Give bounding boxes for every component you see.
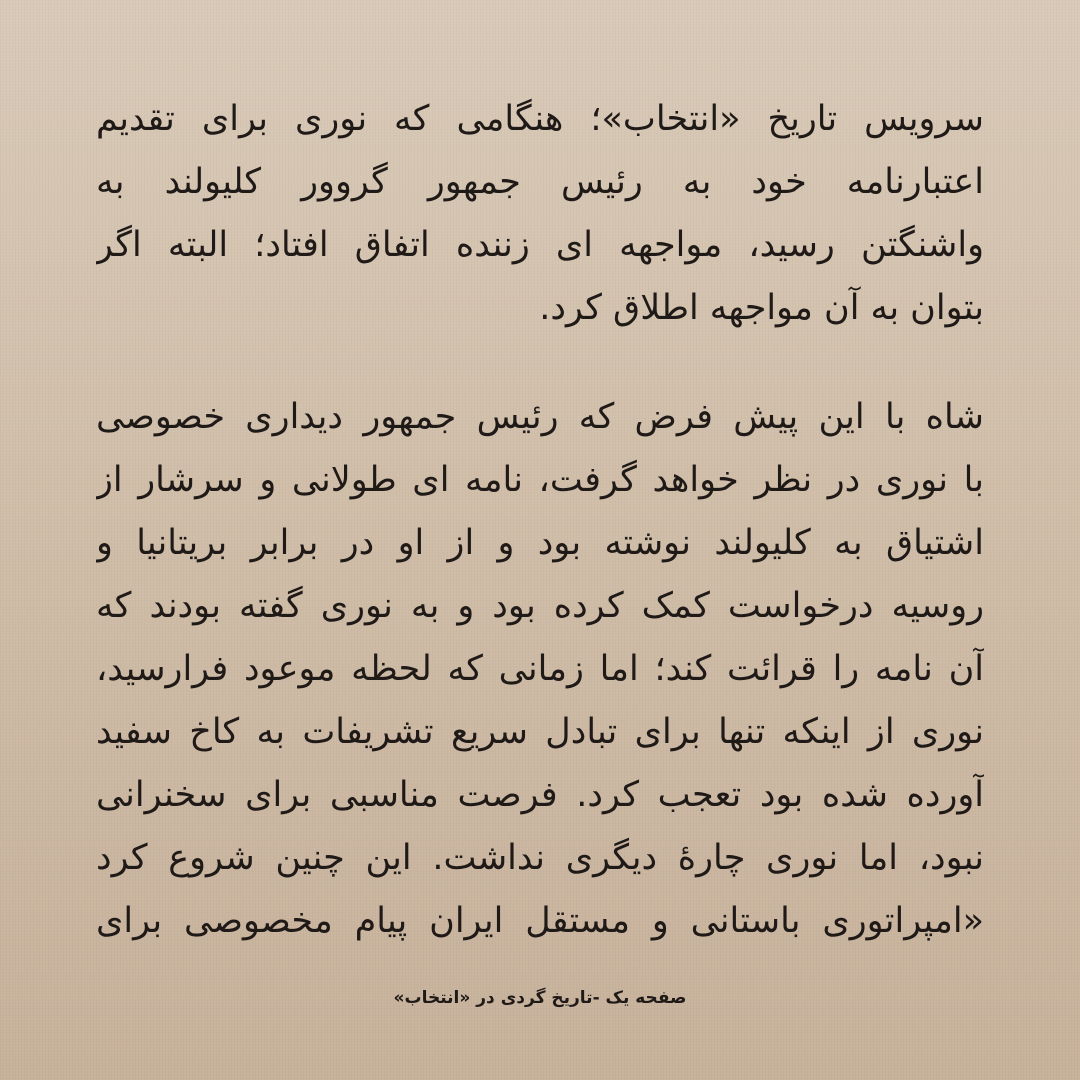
text-line: سرویس تاریخ «انتخاب»؛ هنگامی که نوری برای تقدیم [96, 99, 984, 139]
page-footer: صفحه یک -تاریخ گردی در «انتخاب» [393, 988, 687, 1008]
paragraph-1 [96, 88, 984, 340]
text-line: واشنگتن رسید، مواجهه ای زننده اتفاق افتاد؛ البته اگر [96, 225, 984, 265]
text-line: با نوری در نظر خواهد گرفت، نامه ای طولانی و سرشار از [96, 460, 984, 500]
text-line: آن نامه را قرائت کند؛ اما زمانی که لحظه موعود فرارسید، [96, 649, 984, 689]
text-line: «امپراتوری باستانی و مستقل ایران پیام مخصوصی برای [96, 901, 984, 941]
paragraph-2 [96, 386, 984, 953]
text-line: بتوان به آن مواجهه اطلاق کرد. [539, 288, 984, 328]
text-line: آورده شده بود تعجب کرد. فرصت مناسبی برای سخنرانی [96, 775, 984, 815]
text-line: نبود، اما نوری چارهٔ دیگری نداشت. این چنین شروع کرد [96, 838, 984, 878]
text-line: روسیه درخواست کمک کرده بود و به نوری گفته بودند که [96, 586, 984, 626]
text-line: شاه با این پیش فرض که رئیس جمهور دیداری خصوصی [96, 397, 984, 437]
text-line: نوری از اینکه تنها برای تبادل سریع تشریفات به کاخ سفید [96, 712, 984, 752]
text-line: اعتبارنامه خود به رئیس جمهور گروور کلیولند به [96, 162, 984, 202]
text-line: اشتیاق به کلیولند نوشته بود و از او در برابر بریتانیا و [96, 523, 984, 563]
